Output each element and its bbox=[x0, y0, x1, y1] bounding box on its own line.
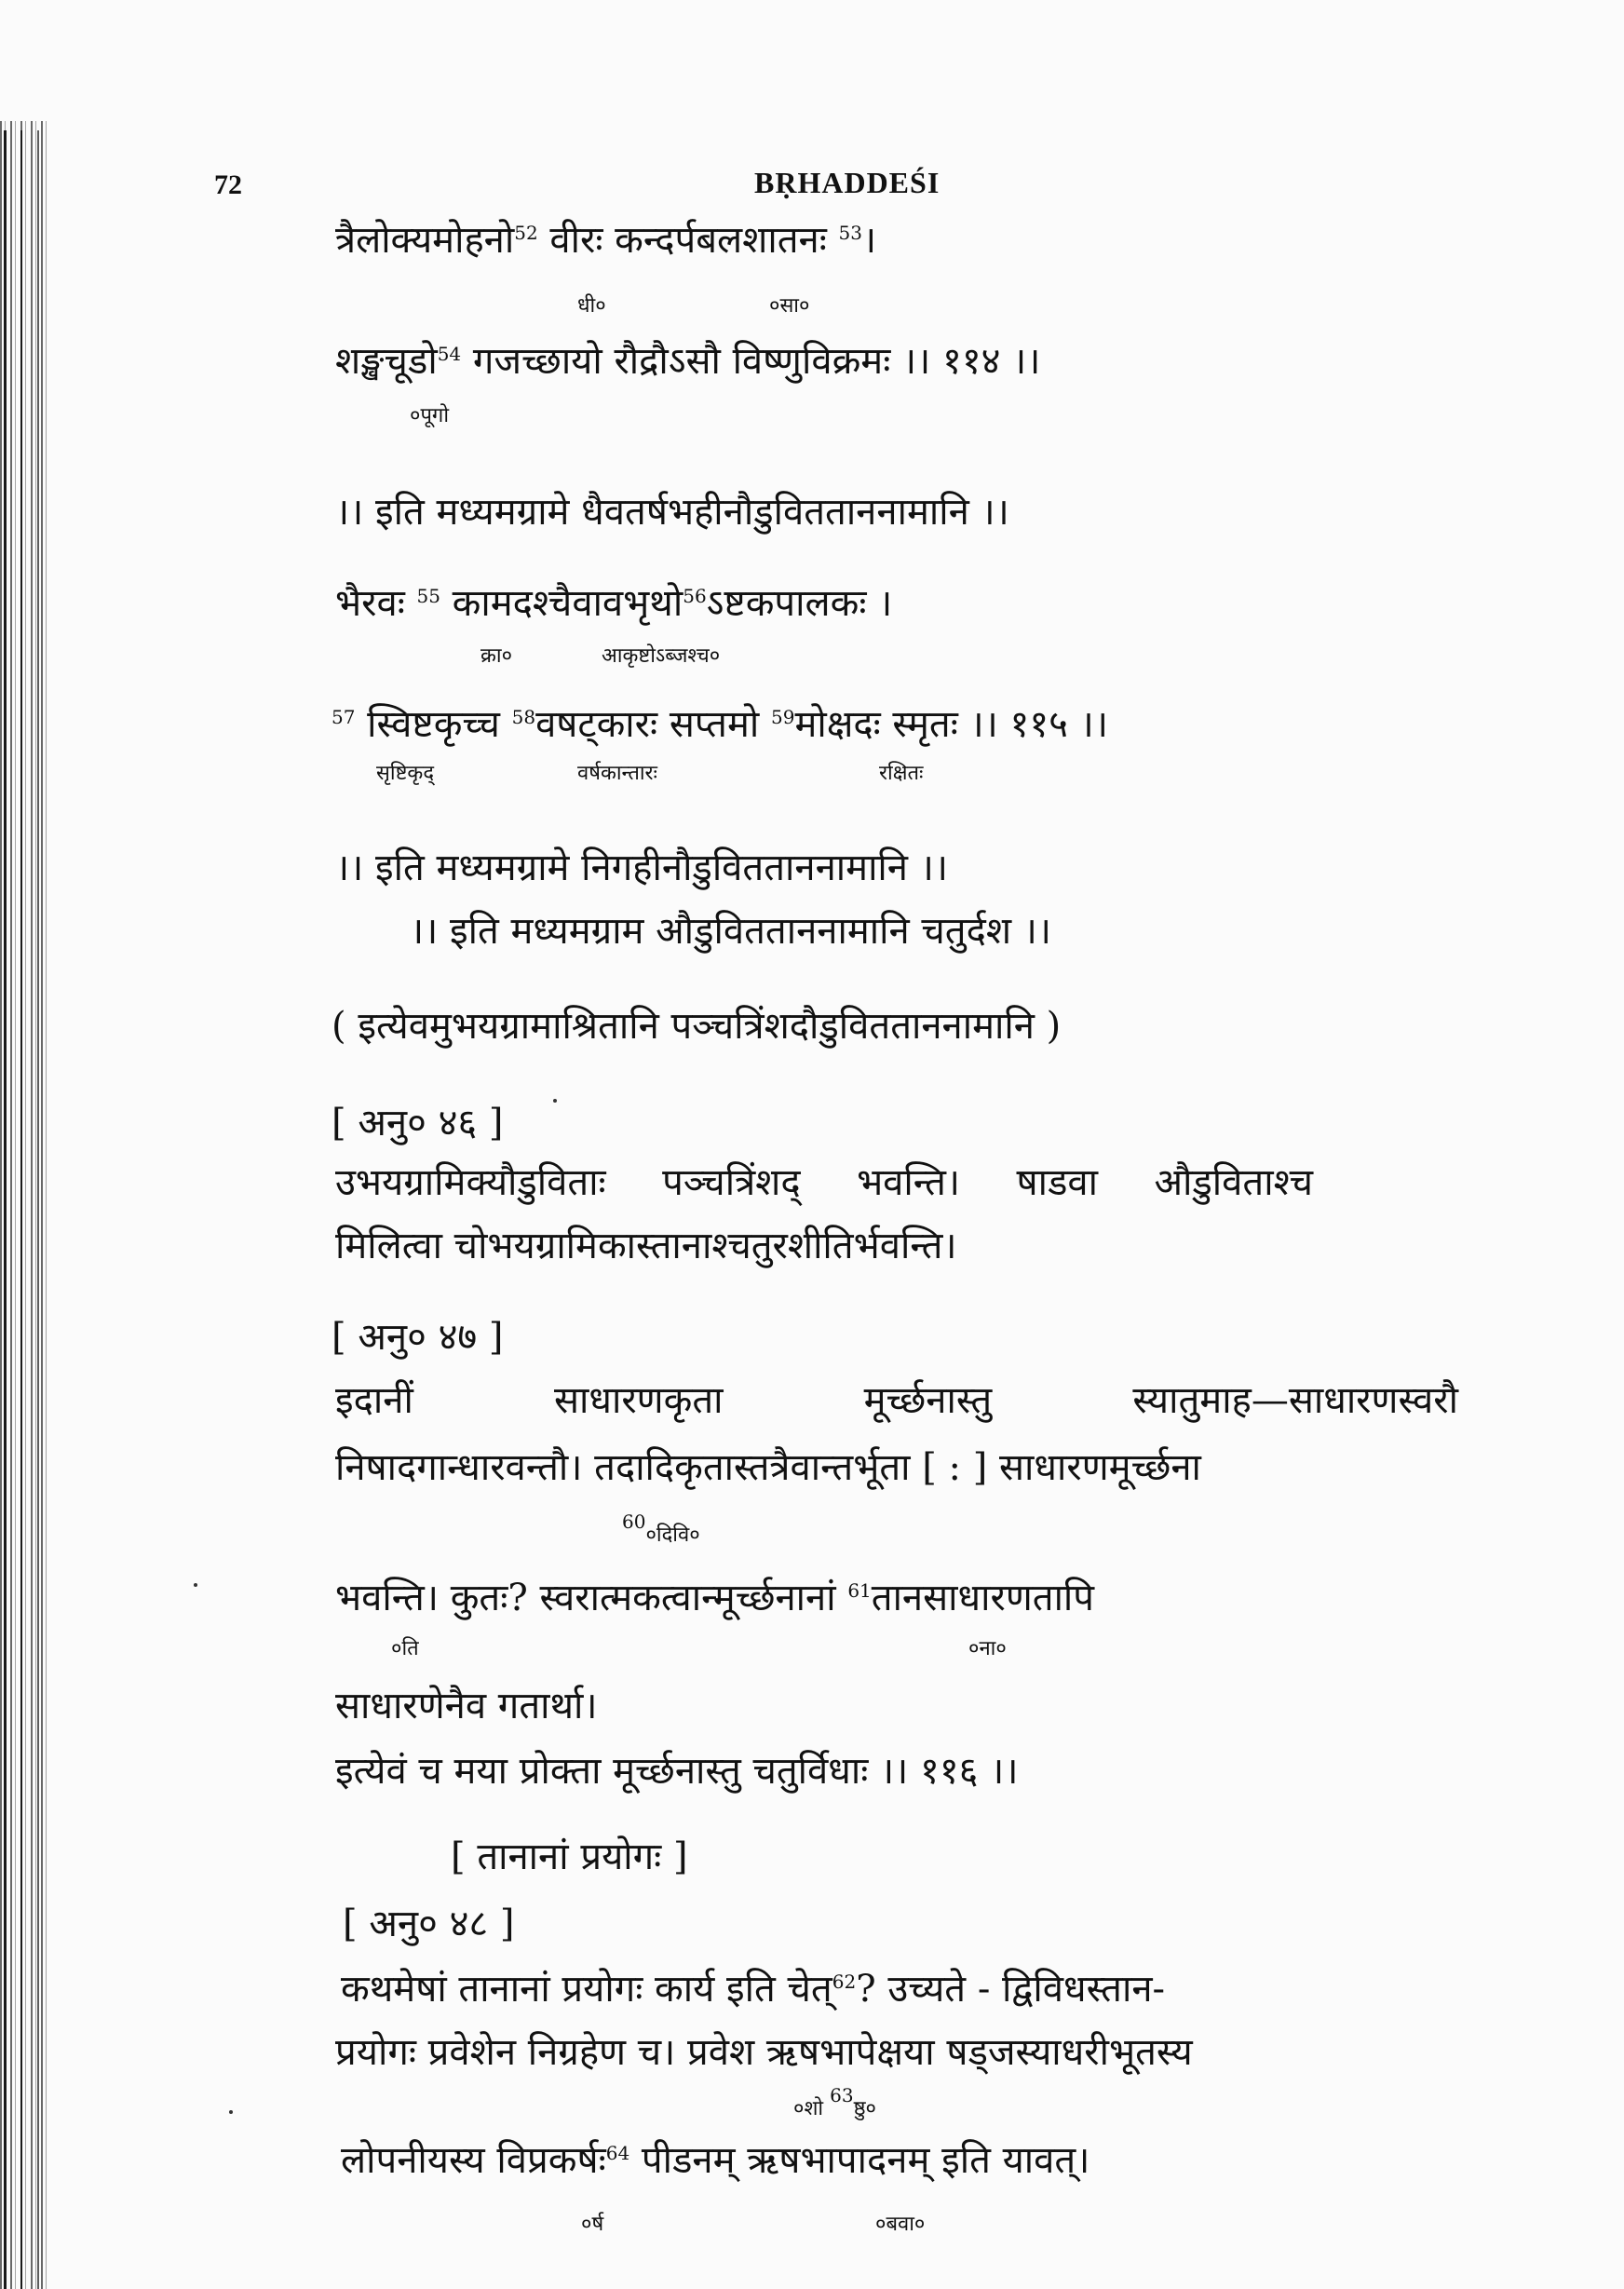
word: पञ्चत्रिंशद् bbox=[662, 1161, 801, 1204]
variant-text: ०शो bbox=[793, 2097, 824, 2120]
verse-text: स्विष्टकृच्च bbox=[355, 703, 512, 746]
footnote-marker: 52 bbox=[514, 222, 538, 244]
footnote-marker: 63 bbox=[830, 2084, 854, 2106]
footnote-marker: 59 bbox=[770, 706, 795, 728]
spine-edge-line bbox=[20, 130, 22, 2289]
anuccheda-heading: [ अनु० ४८ ] bbox=[343, 1903, 515, 1945]
paragraph-text: लोपनीयस्य विप्रकर्षः bbox=[341, 2139, 606, 2182]
summary-line: ( इत्येवमुभयग्रामाश्रितानि पञ्चत्रिंशदौडुवितताननामानि ) bbox=[332, 1005, 1062, 1048]
running-title: BṚHADDEŚI bbox=[754, 166, 941, 199]
footnote-marker: 64 bbox=[605, 2142, 630, 2164]
paragraph-line bbox=[335, 1379, 1458, 1422]
footnote-marker: 53 bbox=[838, 222, 862, 244]
word: औडुविताश्च bbox=[1154, 1161, 1313, 1204]
verse-text: मोक्षदः स्मृतः ।। ११५ ।। bbox=[794, 703, 1108, 746]
verse-text: वीरः कन्दर्पबलशातनः bbox=[537, 219, 839, 262]
paragraph-line bbox=[341, 1968, 1166, 2011]
paragraph-text: ? उच्यते - द्विविधस्तान- bbox=[856, 1968, 1166, 2011]
word: साधारणकृता bbox=[553, 1379, 724, 1422]
verse-line bbox=[335, 582, 893, 625]
paragraph-line: मिलित्वा चोभयग्रामिकास्तानाश्चतुरशीतिर्भवन्ति। bbox=[335, 1225, 957, 1267]
verse-text: कामदश्चैवावभृथो bbox=[440, 582, 683, 625]
paragraph-line bbox=[335, 1579, 1094, 1617]
paragraph-text: भवन्ति। कुतः? स्वरात्मकत्वान्मूर्च्छनानां bbox=[335, 1577, 848, 1619]
footnote-marker: 62 bbox=[832, 1971, 857, 1993]
anuccheda-heading: [ अनु० ४७ ] bbox=[332, 1316, 504, 1359]
footnote-marker: 57 bbox=[332, 706, 356, 728]
verse-line bbox=[335, 340, 1041, 383]
variant-reading: धी० bbox=[577, 294, 606, 318]
paragraph-line: साधारणेनैव गतार्था। bbox=[335, 1685, 598, 1727]
colophon-line: ।। इति मध्यमग्राम औडुवितताननामानि चतुर्दश ।। bbox=[410, 910, 1052, 953]
variant-reading bbox=[622, 1510, 700, 1547]
word: स्यातुमाह—साधारणस्वरौ bbox=[1132, 1379, 1458, 1422]
footnote-marker: 61 bbox=[847, 1579, 872, 1602]
verse-text: । bbox=[861, 219, 877, 262]
word: उभयग्रामिक्यौडुविताः bbox=[335, 1161, 606, 1204]
footnote-marker: 60 bbox=[622, 1510, 646, 1533]
footnote-marker: 54 bbox=[437, 343, 462, 365]
variant-reading bbox=[793, 2084, 876, 2120]
paragraph-line: निषादगान्धारवन्तौ। तदादिकृतास्तत्रैवान्तर्भूता [ : ] साधारणमूर्च्छना bbox=[335, 1446, 1201, 1489]
variant-reading: ०र्ष bbox=[581, 2213, 604, 2236]
paragraph-text: कथमेषां तानानां प्रयोगः कार्य इति चेत् bbox=[341, 1968, 832, 2011]
paragraph-text: तानसाधारणतापि bbox=[871, 1577, 1095, 1619]
paragraph-line bbox=[341, 2139, 1090, 2182]
paragraph-line bbox=[335, 1161, 1313, 1204]
variant-reading: वर्षकान्तारः bbox=[577, 762, 657, 785]
footnote-marker: 58 bbox=[511, 706, 536, 728]
anuccheda-heading: [ अनु० ४६ ] bbox=[332, 1102, 504, 1144]
word: षाडवा bbox=[1016, 1161, 1099, 1204]
word: इदानीं bbox=[335, 1379, 413, 1422]
variant-reading: ०ति bbox=[391, 1637, 419, 1660]
verse-text: भैरवः bbox=[335, 582, 417, 625]
variant-reading: क्रा० bbox=[480, 644, 513, 668]
footnote-marker: 55 bbox=[416, 585, 440, 607]
variant-text: ०दिवि० bbox=[645, 1524, 700, 1547]
variant-reading: ०ना० bbox=[968, 1637, 1007, 1660]
verse-text: शङ्खचूडो bbox=[335, 340, 438, 383]
verse-line bbox=[335, 219, 877, 262]
variant-reading: रक्षितः bbox=[879, 762, 924, 785]
variant-text: ष्ठु० bbox=[853, 2097, 876, 2120]
paragraph-text: पीडनम् ऋषभापादनम् इति यावत्। bbox=[629, 2139, 1090, 2182]
variant-reading: ०बवा० bbox=[875, 2213, 926, 2236]
colophon-line: ।। इति मध्यमग्रामे निगहीनौडुवितताननामानि ।। bbox=[335, 847, 949, 889]
colophon-line: ।। इति मध्यमग्रामे धैवतर्षभहीनौडुवितताननामानि ।। bbox=[335, 491, 1009, 534]
book-spine-shadow bbox=[0, 121, 48, 2289]
scan-speck bbox=[553, 1099, 557, 1103]
scan-speck bbox=[194, 1583, 197, 1587]
word: भवन्ति। bbox=[857, 1161, 961, 1204]
verse-line: इत्येवं च मया प्रोक्ता मूर्च्छनास्तु चतुर्विधाः ।। ११६ ।। bbox=[335, 1750, 1019, 1793]
verse-text: ऽष्टकपालकः । bbox=[706, 582, 893, 625]
variant-reading: ०सा० bbox=[769, 294, 810, 318]
spine-edge-line bbox=[4, 130, 7, 2289]
verse-text: गजच्छायो रौद्रौऽसौ विष्णुविक्रमः ।। ११४ ।। bbox=[461, 340, 1041, 383]
verse-line bbox=[332, 703, 1108, 746]
page-number: 72 bbox=[214, 169, 242, 200]
paragraph-line: प्रयोगः प्रवेशेन निग्रहेण च। प्रवेश ऋषभापेक्षया षड्जस्याधरीभूतस्य bbox=[335, 2031, 1193, 2074]
section-heading: [ तानानां प्रयोगः ] bbox=[451, 1835, 688, 1878]
variant-reading: आकृष्टोऽब्जश्च० bbox=[602, 644, 721, 668]
word: मूर्च्छनास्तु bbox=[863, 1379, 993, 1422]
verse-text: वषट्कारः सप्तमो bbox=[535, 703, 771, 746]
footnote-marker: 56 bbox=[683, 585, 707, 607]
verse-text: त्रैलोक्यमोहनो bbox=[335, 219, 515, 262]
spine-edge-line bbox=[37, 130, 39, 2289]
variant-reading: सृष्टिकृद् bbox=[376, 762, 434, 785]
scan-speck bbox=[229, 2110, 233, 2114]
variant-reading: ०पूगो bbox=[410, 404, 450, 427]
